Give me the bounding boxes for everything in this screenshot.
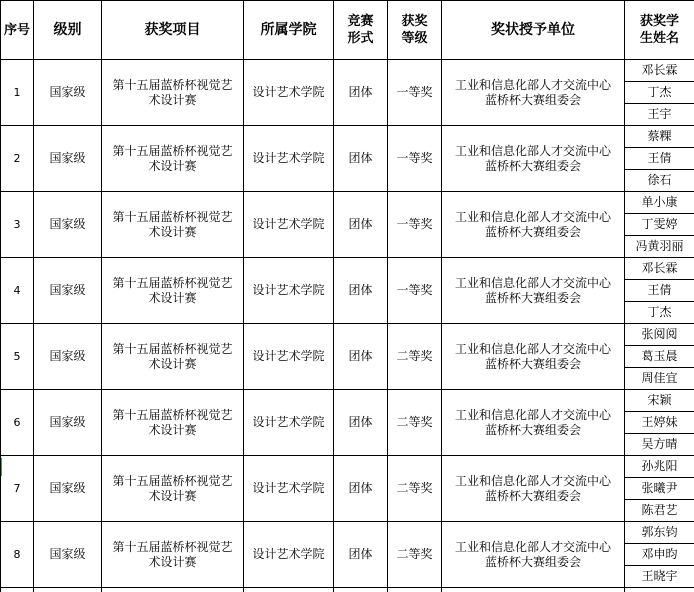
cell-project: 第十五届蓝桥杯视觉艺术设计赛 bbox=[102, 522, 244, 588]
cell-project: 第十五届蓝桥杯视觉艺术设计赛 bbox=[102, 390, 244, 456]
cell-project: 第十五届蓝桥杯视觉艺术设计赛 bbox=[102, 258, 244, 324]
cell-student-name: 吴方晴 bbox=[625, 434, 694, 456]
cell-student-name: 葛玉晨 bbox=[625, 346, 694, 368]
cell-issuer: 工业和信息化部人才交流中心蓝桥杯大赛组委会 bbox=[442, 60, 625, 126]
cell-student-name: 陈君艺 bbox=[625, 500, 694, 522]
cell-student-name: 王倩 bbox=[625, 148, 694, 170]
cell-student-name: 邓申昀 bbox=[625, 544, 694, 566]
cell-partial bbox=[334, 588, 388, 592]
cell-index: 1 bbox=[1, 60, 34, 126]
cell-project: 第十五届蓝桥杯视觉艺术设计赛 bbox=[102, 324, 244, 390]
cell-partial bbox=[625, 588, 694, 592]
header-students: 获奖学 生姓名 bbox=[625, 1, 694, 60]
cell-student-name: 孙兆阳 bbox=[625, 456, 694, 478]
cell-partial bbox=[442, 588, 625, 592]
cell-student-name: 邓长霖 bbox=[625, 60, 694, 82]
cell-grade: 一等奖 bbox=[388, 192, 442, 258]
cell-partial bbox=[34, 588, 102, 592]
cell-level: 国家级 bbox=[34, 390, 102, 456]
cell-project: 第十五届蓝桥杯视觉艺术设计赛 bbox=[102, 456, 244, 522]
cell-index: 2 bbox=[1, 126, 34, 192]
header-grade: 获奖 等级 bbox=[388, 1, 442, 60]
cell-grade: 二等奖 bbox=[388, 390, 442, 456]
cell-format: 团体 bbox=[334, 456, 388, 522]
cell-student-name: 周佳宜 bbox=[625, 368, 694, 390]
cell-college: 设计艺术学院 bbox=[244, 456, 334, 522]
cell-level: 国家级 bbox=[34, 522, 102, 588]
cell-format: 团体 bbox=[334, 390, 388, 456]
cell-college: 设计艺术学院 bbox=[244, 522, 334, 588]
cell-index: 7 bbox=[1, 456, 34, 522]
cell-student-name: 张阅阅 bbox=[625, 324, 694, 346]
header-issuer: 奖状授予单位 bbox=[442, 1, 625, 60]
header-format: 竞赛 形式 bbox=[334, 1, 388, 60]
cell-partial bbox=[1, 588, 34, 592]
cell-student-name: 丁雯婷 bbox=[625, 214, 694, 236]
table-row bbox=[1, 522, 694, 544]
cell-format: 团体 bbox=[334, 258, 388, 324]
table-body bbox=[1, 60, 694, 592]
cell-student-name: 单小康 bbox=[625, 192, 694, 214]
table-row bbox=[1, 192, 694, 214]
cell-format: 团体 bbox=[334, 126, 388, 192]
header-college: 所属学院 bbox=[244, 1, 334, 60]
table-row bbox=[1, 60, 694, 82]
cell-level: 国家级 bbox=[34, 258, 102, 324]
table-row bbox=[1, 456, 694, 478]
cell-grade: 一等奖 bbox=[388, 258, 442, 324]
cell-issuer: 工业和信息化部人才交流中心蓝桥杯大赛组委会 bbox=[442, 126, 625, 192]
cell-format: 团体 bbox=[334, 522, 388, 588]
cell-issuer: 工业和信息化部人才交流中心蓝桥杯大赛组委会 bbox=[442, 522, 625, 588]
cell-student-name: 王婷妹 bbox=[625, 412, 694, 434]
cell-issuer: 工业和信息化部人才交流中心蓝桥杯大赛组委会 bbox=[442, 456, 625, 522]
cell-format: 团体 bbox=[334, 324, 388, 390]
cell-format: 团体 bbox=[334, 192, 388, 258]
table-row-partial bbox=[1, 588, 694, 592]
cell-partial bbox=[388, 588, 442, 592]
table-row bbox=[1, 324, 694, 346]
cell-college: 设计艺术学院 bbox=[244, 192, 334, 258]
cell-project: 第十五届蓝桥杯视觉艺术设计赛 bbox=[102, 192, 244, 258]
table-row bbox=[1, 258, 694, 280]
table-row bbox=[1, 126, 694, 148]
header-row bbox=[1, 1, 694, 60]
cell-issuer: 工业和信息化部人才交流中心蓝桥杯大赛组委会 bbox=[442, 192, 625, 258]
cell-partial bbox=[102, 588, 244, 592]
cell-student-name: 邓长霖 bbox=[625, 258, 694, 280]
cell-student-name: 张曦尹 bbox=[625, 478, 694, 500]
cell-student-name: 宋颖 bbox=[625, 390, 694, 412]
header-index: 序号 bbox=[1, 1, 34, 60]
header-level: 级别 bbox=[34, 1, 102, 60]
cell-index: 3 bbox=[1, 192, 34, 258]
cell-college: 设计艺术学院 bbox=[244, 258, 334, 324]
cell-format: 团体 bbox=[334, 60, 388, 126]
cell-college: 设计艺术学院 bbox=[244, 126, 334, 192]
cell-project: 第十五届蓝桥杯视觉艺术设计赛 bbox=[102, 60, 244, 126]
cell-grade: 二等奖 bbox=[388, 522, 442, 588]
cell-college: 设计艺术学院 bbox=[244, 390, 334, 456]
cell-project: 第十五届蓝桥杯视觉艺术设计赛 bbox=[102, 126, 244, 192]
cell-student-name: 王倩 bbox=[625, 280, 694, 302]
cell-issuer: 工业和信息化部人才交流中心蓝桥杯大赛组委会 bbox=[442, 390, 625, 456]
cell-level: 国家级 bbox=[34, 456, 102, 522]
cell-index: 4 bbox=[1, 258, 34, 324]
table-row bbox=[1, 390, 694, 412]
cell-index: 6 bbox=[1, 390, 34, 456]
cell-college: 设计艺术学院 bbox=[244, 324, 334, 390]
cell-level: 国家级 bbox=[34, 60, 102, 126]
cell-grade: 一等奖 bbox=[388, 126, 442, 192]
cell-partial bbox=[244, 588, 334, 592]
cell-college: 设计艺术学院 bbox=[244, 60, 334, 126]
cell-level: 国家级 bbox=[34, 126, 102, 192]
cell-grade: 二等奖 bbox=[388, 456, 442, 522]
cell-level: 国家级 bbox=[34, 192, 102, 258]
cell-grade: 一等奖 bbox=[388, 60, 442, 126]
cell-student-name: 郭东钧 bbox=[625, 522, 694, 544]
cell-student-name: 蔡粿 bbox=[625, 126, 694, 148]
cell-student-name: 丁杰 bbox=[625, 82, 694, 104]
header-project: 获奖项目 bbox=[102, 1, 244, 60]
cell-student-name: 王宇 bbox=[625, 104, 694, 126]
cell-level: 国家级 bbox=[34, 324, 102, 390]
cell-student-name: 王晓宇 bbox=[625, 566, 694, 588]
cell-grade: 二等奖 bbox=[388, 324, 442, 390]
cell-issuer: 工业和信息化部人才交流中心蓝桥杯大赛组委会 bbox=[442, 324, 625, 390]
cell-index: 5 bbox=[1, 324, 34, 390]
cell-student-name: 冯黄羽丽 bbox=[625, 236, 694, 258]
cell-index: 8 bbox=[1, 522, 34, 588]
cell-student-name: 徐石 bbox=[625, 170, 694, 192]
cell-student-name: 丁杰 bbox=[625, 302, 694, 324]
cell-issuer: 工业和信息化部人才交流中心蓝桥杯大赛组委会 bbox=[442, 258, 625, 324]
